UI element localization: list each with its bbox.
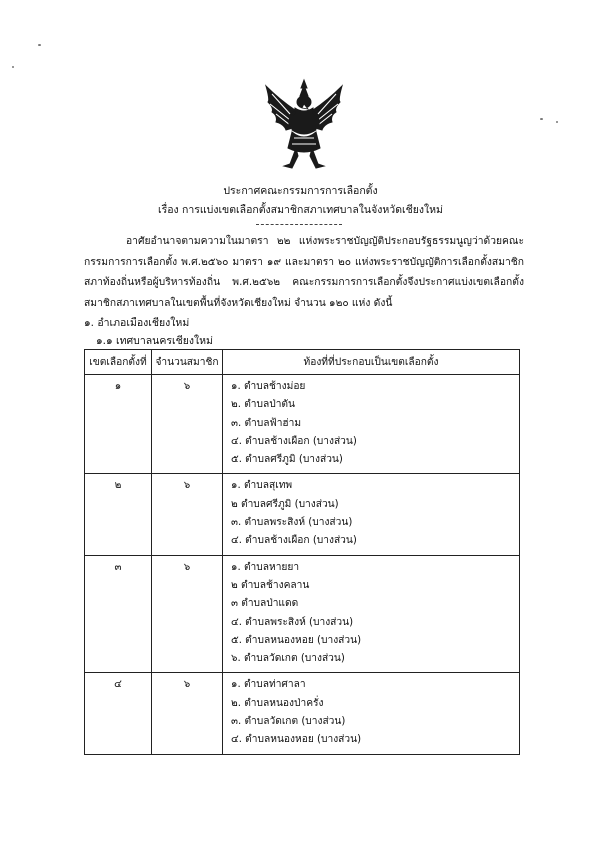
area-item: ๑. ตำบลสุเทพ [231, 480, 293, 492]
area-item: ๑. ตำบลหายยา [231, 561, 300, 573]
area-item: ๔. ตำบลช้างเผือก (บางส่วน) [231, 435, 357, 447]
scan-speck [38, 44, 41, 46]
section-heading-municipality: ๑.๑ เทศบาลนครเชียงใหม่ [96, 335, 213, 347]
scan-speck [12, 66, 14, 68]
area-item: ๕. ตำบลศรีภูมิ (บางส่วน) [231, 454, 343, 466]
area-item: ๔. ตำบลช้างเผือก (บางส่วน) [231, 535, 357, 547]
area-item: ๓. ตำบลพระสิงห์ (บางส่วน) [231, 517, 353, 529]
area-item: ๑. ตำบลท่าศาลา [231, 679, 306, 691]
district-number: ๓ [85, 555, 152, 673]
area-item: ๕. ตำบลหนองหอย (บางส่วน) [231, 634, 362, 646]
area-item: ๒. ตำบลหนองป่าครั่ง [231, 697, 324, 709]
district-number: ๑ [85, 375, 152, 474]
table-row [85, 555, 520, 673]
area-item: ๔. ตำบลหนองหอย (บางส่วน) [231, 734, 362, 746]
table-row [85, 375, 520, 474]
scan-speck [556, 121, 558, 123]
area-item: ๒ ตำบลช้างคลาน [231, 579, 310, 591]
column-header-district: เขตเลือกตั้งที่ [85, 350, 152, 375]
column-header-members: จำนวนสมาชิก [152, 350, 223, 375]
member-count: ๖ [152, 375, 223, 474]
member-count: ๖ [152, 555, 223, 673]
district-number: ๒ [85, 474, 152, 555]
area-item: ๓. ตำบลวัดเกต (บางส่วน) [231, 716, 346, 728]
announcement-subject: เรื่อง การแบ่งเขตเลือกตั้งสมาชิกสภาเทศบาลในจังหวัดเชียงใหม่ [158, 204, 443, 216]
area-item: ๑. ตำบลช้างม่อย [231, 381, 306, 392]
preamble-paragraph [84, 231, 524, 313]
section-heading-district: ๑. อำเภอเมืองเชียงใหม่ [84, 317, 190, 329]
scan-speck [540, 118, 543, 120]
table-header-row [85, 350, 520, 375]
title-separator [256, 224, 342, 225]
preamble-text: อาศัยอำนาจตามความในมาตรา ๒๒ แห่งพระราชบัญญัติประกอบรัฐธรรมนูญว่าด้วยคณะกรรมการการเลือกตั้ง พ.ศ.๒๕๖๐ มาตรา ๑๙ และมาตรา ๒๐ แห่งพระราชบัญญัติการเลือกตั้งสมาชิกสภาท้องถิ่นหรือผู้บริหารท้องถิ่น พ.ศ.๒๕๖๒ คณะกรรมการการเลือกตั้งจึงประกาศแบ่งเขตเลือกตั้งสมาชิกสภาเทศบาลในเขตพื้นที่จังหวัดเชียงใหม่ จำนวน ๑๒๐ แห่ง ดังนี้ [84, 235, 524, 309]
member-count: ๖ [152, 673, 223, 754]
area-cell [223, 673, 520, 754]
area-item: ๓. ตำบลฟ้าฮ่าม [231, 417, 302, 429]
area-list [223, 474, 519, 554]
area-item: ๓ ตำบลป่าแดด [231, 598, 299, 610]
member-count: ๖ [152, 474, 223, 555]
announcement-title: ประกาศคณะกรรมการการเลือกตั้ง [223, 185, 378, 197]
column-header-areas: ท้องที่ที่ประกอบเป็นเขตเลือกตั้ง [223, 350, 520, 375]
area-item: ๖. ตำบลวัดเกต (บางส่วน) [231, 653, 345, 665]
area-cell [223, 555, 520, 673]
table-row [85, 474, 520, 555]
area-item: ๒ ตำบลศรีภูมิ (บางส่วน) [231, 498, 339, 510]
garuda-emblem-icon [262, 78, 346, 170]
area-cell [223, 375, 520, 474]
area-cell [223, 474, 520, 555]
area-item: ๔. ตำบลพระสิงห์ (บางส่วน) [231, 616, 354, 628]
area-item: ๒. ตำบลป่าตัน [231, 399, 296, 411]
area-list [223, 375, 519, 473]
table-row [85, 673, 520, 754]
area-list [223, 556, 519, 673]
electoral-district-table [84, 349, 520, 755]
area-list [223, 673, 519, 753]
district-number: ๔ [85, 673, 152, 754]
